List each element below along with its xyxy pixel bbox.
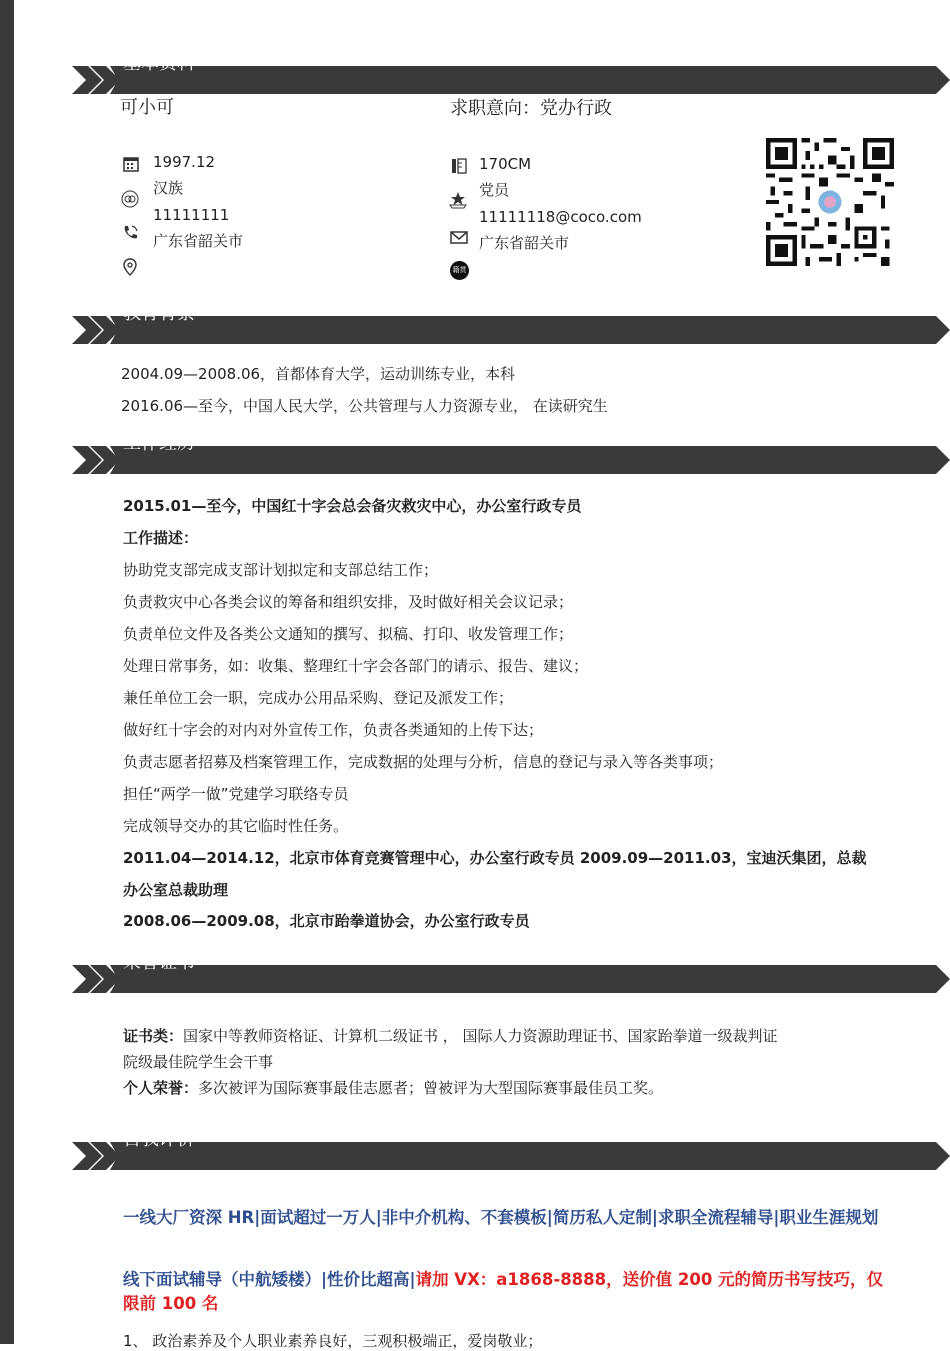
duty-item: 协助党支部完成支部计划拟定和支部总结工作； (123, 561, 439, 579)
personal-text: 多次被评为国际赛事最佳志愿者；曾被评为大型国际赛事最佳员工奖。 (198, 1079, 664, 1097)
hometown-icon: 籍贯 (450, 261, 469, 280)
phone-icon (121, 224, 139, 242)
calendar-icon (122, 155, 140, 173)
job-title: 2011.04—2014.12，北京市体育竞赛管理中心，办公室行政专员 2009.09—2011.03，宝迪沃集团，总裁 (123, 849, 867, 867)
duty-item: 完成领导交办的其它临时性任务。 (123, 817, 349, 835)
section-header-education (66, 303, 950, 344)
section-title: 工作经历 (123, 433, 195, 454)
section-header-basic (66, 53, 950, 94)
section-title: 教育背景 (123, 303, 195, 324)
job-title: 2015.01—至今，中国红十字会总会备灾救灾中心，办公室行政专员 (123, 497, 582, 515)
ad-text-blue-part: 线下面试辅导（中航矮楼）|性价比超高| (123, 1270, 416, 1289)
height-value: 170CM (479, 155, 532, 173)
education-item: 2016.06—至今，中国人民大学，公共管理与人力资源专业， 在读研究生 (121, 397, 608, 415)
job-title: 2008.06—2009.08，北京市跆拳道协会，办公室行政专员 (123, 912, 530, 930)
ethnicity-icon (121, 190, 139, 208)
duty-item: 负责志愿者招募及档案管理工作，完成数据的处理与分析，信息的登记与录入等各类事项； (123, 753, 724, 771)
candidate-name: 可小可 (120, 97, 174, 118)
section-header-honors (66, 952, 950, 993)
section-bar-graphic (66, 1142, 950, 1170)
phone-number: 11111111 (153, 206, 230, 224)
political-status: 党员 (479, 181, 510, 199)
email-address: 11111118@coco.com (479, 208, 642, 226)
cert-label: 证书类： (123, 1027, 184, 1045)
duty-item: 处理日常事务，如：收集、整理红十字会各部门的请示、报告、建议； (123, 657, 589, 675)
email-icon (450, 228, 468, 246)
section-header-work (66, 433, 950, 474)
duty-item: 负责单位文件及各类公文通知的撰写、拟稿、打印、收发管理工作； (123, 625, 574, 643)
job-intent: 求职意向：党办行政 (450, 98, 612, 119)
job-title-continued: 办公室总裁助理 (123, 881, 229, 899)
section-bar-graphic (66, 965, 950, 993)
personal-label: 个人荣誉： (123, 1079, 199, 1097)
section-bar-graphic (66, 446, 950, 474)
duty-item: 担任“两学一做”党建学习联络专员 (123, 785, 349, 803)
ad-text-red-part: 请加 VX：a1868-8888，送价值 200 元的简历书写技巧，仅限前 100 名 (123, 1270, 884, 1313)
height-icon (450, 157, 468, 175)
certificates-line2: 院级最佳院学生会干事 (123, 1053, 274, 1071)
education-item: 2004.09—2008.06，首都体育大学，运动训练专业，本科 (121, 365, 516, 383)
ad-text-contact (123, 1268, 893, 1316)
hometown: 广东省韶关市 (479, 234, 570, 252)
left-sidebar-strip (0, 0, 14, 1344)
address: 广东省韶关市 (153, 232, 244, 250)
birth-date: 1997.12 (153, 153, 216, 171)
ad-text-blue: 一线大厂资深 HR|面试超过一万人|非中介机构、不套模板|简历私人定制|求职全流程辅导|职业生涯规划 (123, 1208, 879, 1227)
certificates-line (123, 1026, 778, 1046)
party-member-icon (449, 191, 467, 209)
section-title: 自我评价 (123, 1129, 195, 1150)
section-bar-graphic (66, 66, 950, 94)
section-title: 基本资料 (123, 53, 195, 74)
section-title: 荣誉证书 (123, 952, 195, 973)
ethnicity: 汉族 (153, 179, 184, 197)
self-eval-item: 1、 政治素养及个人职业素养良好，三观积极端正，爱岗敬业； (123, 1332, 543, 1350)
qr-code-image (766, 138, 894, 266)
cert-text: 国家中等教师资格证、计算机二级证书 ， 国际人力资源助理证书、国家跆拳道一级裁判证 (183, 1027, 778, 1045)
location-icon (121, 258, 139, 276)
duty-item: 兼任单位工会一职，完成办公用品采购、登记及派发工作； (123, 689, 514, 707)
section-bar-graphic (66, 316, 950, 344)
duty-item: 负责救灾中心各类会议的筹备和组织安排，及时做好相关会议记录； (123, 593, 574, 611)
duty-item: 做好红十字会的对内对外宣传工作，负责各类通知的上传下达； (123, 721, 544, 739)
work-desc-label: 工作描述： (123, 529, 199, 547)
personal-honors-line (123, 1078, 663, 1098)
section-header-self (66, 1129, 950, 1170)
